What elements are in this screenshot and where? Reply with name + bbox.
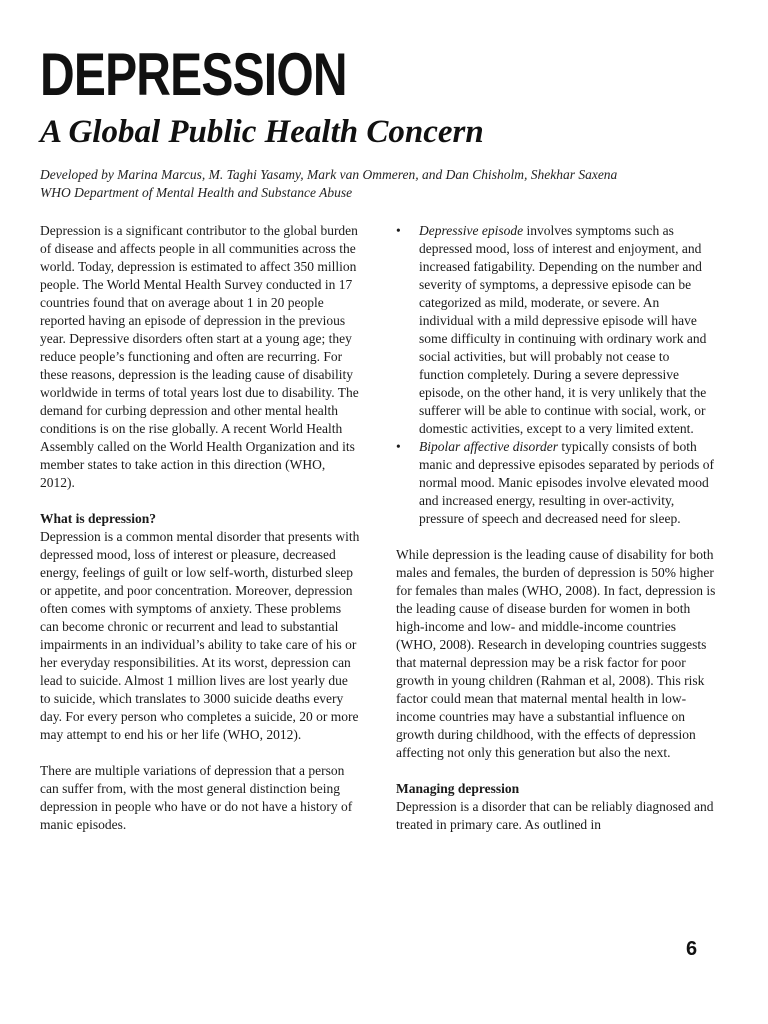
definition-paragraph: Depression is a common mental disorder that presents with depressed mood, loss of interest or pleasure, decreased energy, feelings of guilt or low self-worth, disturbed sleep or appetite, and poor concentration. Moreover, depression often comes with symptoms of anxiety. These problems can become chronic or recurrent and lead to substantial impairments in an individual’s ability to take care of his or her everyday responsibilities. At its worst, depression can lead to suicide. Almost 1 million lives are lost yearly due to suicide, which translates to 3000 suicide deaths every day. For every person who completes a suicide, 20 or more may attempt to end his or her life (WHO, 2012). [40, 529, 360, 742]
left-column [40, 222, 360, 852]
authors-line: Developed by Marina Marcus, M. Taghi Yasamy, Mark van Ommeren, and Dan Chisholm, Shekhar Saxena [40, 167, 618, 182]
right-column [396, 222, 716, 852]
list-item-bipolar-disorder [396, 438, 716, 528]
page-number: 6 [686, 938, 698, 960]
variations-paragraph: There are multiple variations of depression that a person can suffer from, with the most general distinction being depression in people who have or do not have a history of manic episodes. [40, 763, 353, 832]
depression-types-list [396, 222, 716, 528]
intro-paragraph: Depression is a significant contributor to the global burden of disease and affects people in all communities across the world. Today, depression is estimated to affect 350 million people. The World Mental Health Survey conducted in 17 countries found that on average about 1 in 20 people reported having an episode of depression in the previous year. Depressive disorders often start at a young age; they reduce people’s functioning and often are recurring. For these reasons, depression is the leading cause of disability worldwide in terms of total years lost due to disability. The demand for curbing depression and other mental health conditions is on the rise globally. A recent World Health Assembly called on the World Health Organization and its member states to take action in this direction (WHO, 2012). [40, 223, 359, 490]
description-bipolar-disorder: typically consists of both manic and depressive episodes separated by periods of normal mood. Manic episodes involve elevated mood and increased energy, resulting in over-activity, pressure of speech and decreased need for sleep. [419, 439, 715, 526]
credits [40, 166, 730, 202]
section-heading-managing-depression: Managing depression [396, 781, 520, 796]
section-heading-what-is-depression: What is depression? [40, 511, 157, 526]
managing-paragraph: Depression is a disorder that can be reliably diagnosed and treated in primary care. As outlined in [396, 799, 714, 832]
list-item-depressive-episode [396, 222, 716, 438]
term-depressive-episode: Depressive episode [419, 223, 524, 238]
department-line: WHO Department of Mental Health and Substance Abuse [40, 185, 353, 200]
document-subtitle: A Global Public Health Concern [40, 114, 484, 150]
description-depressive-episode: involves symptoms such as depressed mood, loss of interest and enjoyment, and increased fatigability. Depending on the number and severity of symptoms, a depressive episode can be categorized as mild, moderate, or severe. An individual with a mild depressive episode will have some difficulty in continuing with ordinary work and social activities, but will probably not cease to function completely. During a severe depressive episode, on the other hand, it is very unlikely that the sufferer will be able to continue with social, work, or domestic activities, except to a very limited extent. [419, 223, 707, 436]
term-bipolar-disorder: Bipolar affective disorder [419, 439, 558, 454]
document-title: DEPRESSION [40, 41, 347, 108]
burden-paragraph: While depression is the leading cause of disability for both males and females, the burden of depression is 50% higher for females than males (WHO, 2008). In fact, depression is the leading cause of disease burden for women in both high-income and low- and middle-income countries (WHO, 2008). Research in developing countries suggests that maternal depression may be a risk factor for poor growth in young children (Rahman et al, 2008). This risk factor could mean that maternal mental health in low-income countries may have a substantial influence on growth during childhood, with the effects of depression affecting not only this generation but also the next. [396, 547, 716, 760]
